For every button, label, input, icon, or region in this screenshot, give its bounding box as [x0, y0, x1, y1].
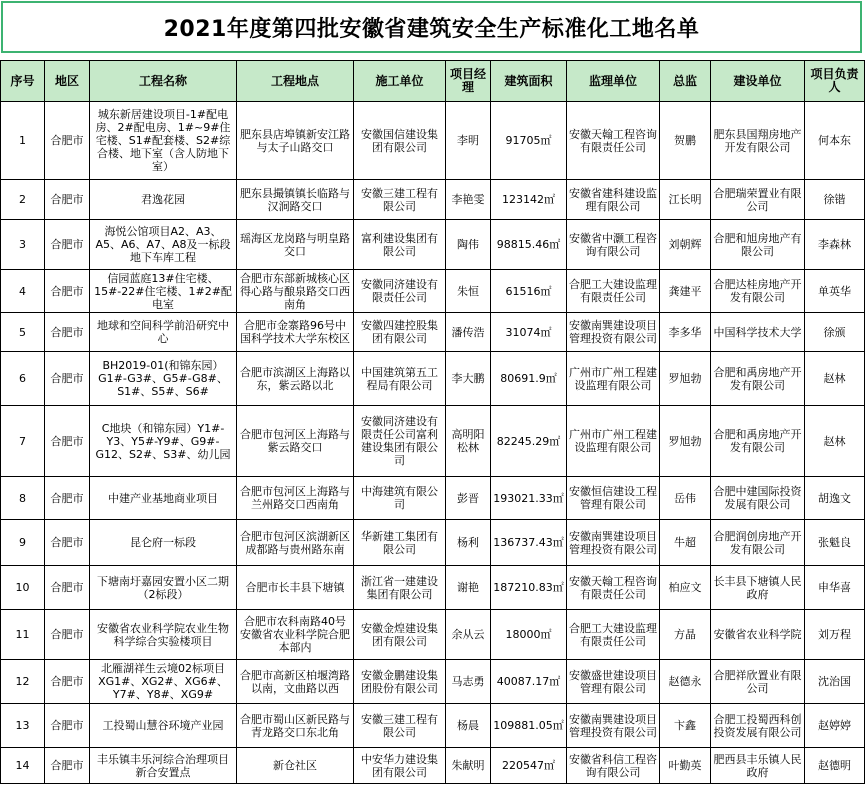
cell-location: 瑶海区龙岗路与明皇路交口: [237, 220, 354, 270]
cell-chief: 岳伟: [660, 477, 711, 520]
cell-chief: 叶勤英: [660, 748, 711, 784]
cell-manager: 李明: [446, 102, 491, 180]
table-row: [1, 180, 865, 220]
cell-chief: 贺鹏: [660, 102, 711, 180]
cell-manager: 李大鹏: [446, 352, 491, 406]
cell-area: 109881.05㎡: [491, 704, 567, 748]
cell-contractor: 安徽同济建设有限责任公司: [354, 270, 446, 313]
col-header-leader: 项目负责人: [805, 61, 865, 102]
cell-location: 合肥市金寨路96号中国科学技术大学东校区: [237, 313, 354, 352]
cell-no: 5: [1, 313, 45, 352]
header-row: [1, 61, 865, 102]
cell-name: 安徽省农业科学院农业生物科学综合实验楼项目: [90, 610, 237, 660]
cell-chief: 刘朝辉: [660, 220, 711, 270]
cell-leader: 赵林: [805, 352, 865, 406]
cell-manager: 陶伟: [446, 220, 491, 270]
cell-no: 14: [1, 748, 45, 784]
cell-owner: 中国科学技术大学: [711, 313, 805, 352]
cell-owner: 合肥工投蜀西科创投资发展有限公司: [711, 704, 805, 748]
cell-name: 下塘南圩嘉园安置小区二期（2标段）: [90, 566, 237, 610]
cell-area: 98815.46㎡: [491, 220, 567, 270]
cell-chief: 罗旭勃: [660, 352, 711, 406]
table-row: [1, 748, 865, 784]
cell-no: 4: [1, 270, 45, 313]
cell-supervisor: 安徽恒信建设工程管理有限公司: [567, 477, 660, 520]
cell-region: 合肥市: [45, 566, 90, 610]
cell-supervisor: 安徽盛世建设项目管理有限公司: [567, 660, 660, 704]
cell-name: BH2019-01(和锦东园）G1#-G3#、G5#-G8#、S1#、S5#、S6#: [90, 352, 237, 406]
col-header-supervisor: 监理单位: [567, 61, 660, 102]
table-row: [1, 406, 865, 477]
col-header-no: 序号: [1, 61, 45, 102]
cell-owner: 合肥祥欣置业有限公司: [711, 660, 805, 704]
cell-supervisor: 合肥工大建设监理有限责任公司: [567, 610, 660, 660]
cell-location: 合肥市包河区滨湖新区成都路与贵州路东南: [237, 520, 354, 566]
cell-leader: 赵婷婷: [805, 704, 865, 748]
cell-manager: 杨利: [446, 520, 491, 566]
cell-no: 11: [1, 610, 45, 660]
cell-location: 合肥市包河区上海路与兰州路交口西南角: [237, 477, 354, 520]
cell-region: 合肥市: [45, 313, 90, 352]
cell-leader: 申华喜: [805, 566, 865, 610]
cell-contractor: 浙江省一建建设集团有限公司: [354, 566, 446, 610]
cell-location: 合肥市长丰县下塘镇: [237, 566, 354, 610]
cell-contractor: 安徽三建工程有限公司: [354, 180, 446, 220]
cell-location: 新仓社区: [237, 748, 354, 784]
cell-owner: 合肥瑞荣置业有限公司: [711, 180, 805, 220]
cell-manager: 朱献明: [446, 748, 491, 784]
cell-chief: 赵德永: [660, 660, 711, 704]
cell-location: 合肥市滨湖区上海路以东，紫云路以北: [237, 352, 354, 406]
page-title: 2021年度第四批安徽省建筑安全生产标准化工地名单: [1, 1, 862, 53]
cell-owner: 合肥和旭房地产有限公司: [711, 220, 805, 270]
cell-name: 中建产业基地商业项目: [90, 477, 237, 520]
cell-name: 君逸花园: [90, 180, 237, 220]
cell-region: 合肥市: [45, 610, 90, 660]
cell-chief: 方晶: [660, 610, 711, 660]
cell-owner: 安徽省农业科学院: [711, 610, 805, 660]
cell-region: 合肥市: [45, 660, 90, 704]
cell-region: 合肥市: [45, 477, 90, 520]
cell-contractor: 中国建筑第五工程局有限公司: [354, 352, 446, 406]
cell-no: 3: [1, 220, 45, 270]
cell-leader: 徐颁: [805, 313, 865, 352]
table-row: [1, 270, 865, 313]
cell-name: 信园蓝庭13#住宅楼、15#-22#住宅楼、1#2#配电室: [90, 270, 237, 313]
cell-region: 合肥市: [45, 406, 90, 477]
cell-leader: 何本东: [805, 102, 865, 180]
project-table: [0, 60, 865, 784]
cell-leader: 单英华: [805, 270, 865, 313]
table-row: [1, 352, 865, 406]
col-header-name: 工程名称: [90, 61, 237, 102]
cell-location: 合肥市蜀山区新民路与青龙路交口东北角: [237, 704, 354, 748]
table-row: [1, 520, 865, 566]
cell-area: 220547㎡: [491, 748, 567, 784]
cell-name: C地块（和锦东园）Y1#-Y3、Y5#-Y9#、G9#-G12、S2#、S3#、幼儿园: [90, 406, 237, 477]
cell-area: 18000㎡: [491, 610, 567, 660]
cell-manager: 马志勇: [446, 660, 491, 704]
cell-contractor: 安徽国信建设集团有限公司: [354, 102, 446, 180]
cell-location: 肥东县店埠镇新安江路与太子山路交口: [237, 102, 354, 180]
cell-supervisor: 安徽天翰工程咨询有限责任公司: [567, 566, 660, 610]
cell-chief: 卞鑫: [660, 704, 711, 748]
table-body: [1, 102, 865, 784]
cell-no: 9: [1, 520, 45, 566]
cell-contractor: 安徽四建控股集团有限公司: [354, 313, 446, 352]
cell-supervisor: 安徽南巽建设项目管理投资有限公司: [567, 704, 660, 748]
cell-manager: 高明阳松林: [446, 406, 491, 477]
cell-region: 合肥市: [45, 102, 90, 180]
cell-region: 合肥市: [45, 704, 90, 748]
cell-supervisor: 安徽南巽建设项目管理投资有限公司: [567, 520, 660, 566]
cell-name: 地球和空间科学前沿研究中心: [90, 313, 237, 352]
cell-location: 肥东县撮镇镇长临路与汉涧路交口: [237, 180, 354, 220]
cell-name: 北雁湖祥生云境02标项目XG1#、XG2#、XG6#、Y7#、Y8#、XG9#: [90, 660, 237, 704]
cell-supervisor: 安徽省中灏工程咨询有限公司: [567, 220, 660, 270]
cell-region: 合肥市: [45, 180, 90, 220]
cell-contractor: 安徽三建工程有限公司: [354, 704, 446, 748]
cell-contractor: 安徽金煌建设集团有限公司: [354, 610, 446, 660]
cell-leader: 赵林: [805, 406, 865, 477]
cell-manager: 李艳雯: [446, 180, 491, 220]
cell-area: 123142㎡: [491, 180, 567, 220]
cell-region: 合肥市: [45, 270, 90, 313]
cell-no: 2: [1, 180, 45, 220]
cell-name: 丰乐镇丰乐河综合治理项目新合安置点: [90, 748, 237, 784]
cell-location: 合肥市农科南路40号安徽省农业科学院合肥本部内: [237, 610, 354, 660]
cell-location: 合肥市高新区柏堰湾路以南，文曲路以西: [237, 660, 354, 704]
cell-chief: 牛超: [660, 520, 711, 566]
cell-name: 城东新居建设项目-1#配电房、2#配电房、1#~9#住宅楼、S1#配套楼、S2#综合楼、地下室（含人防地下室）: [90, 102, 237, 180]
table-row: [1, 704, 865, 748]
cell-no: 10: [1, 566, 45, 610]
cell-area: 40087.17㎡: [491, 660, 567, 704]
table-row: [1, 102, 865, 180]
cell-supervisor: 安徽南巽建设项目管理投资有限公司: [567, 313, 660, 352]
cell-area: 31074㎡: [491, 313, 567, 352]
cell-contractor: 安徽金鹏建设集团股份有限公司: [354, 660, 446, 704]
cell-owner: 肥西县丰乐镇人民政府: [711, 748, 805, 784]
cell-leader: 胡逸文: [805, 477, 865, 520]
cell-manager: 彭晋: [446, 477, 491, 520]
cell-chief: 李多华: [660, 313, 711, 352]
cell-region: 合肥市: [45, 520, 90, 566]
cell-contractor: 中海建筑有限公司: [354, 477, 446, 520]
cell-name: 工投蜀山慧谷环境产业园: [90, 704, 237, 748]
cell-contractor: 中安华力建设集团有限公司: [354, 748, 446, 784]
cell-contractor: 富利建设集团有限公司: [354, 220, 446, 270]
cell-owner: 合肥润创房地产开发有限公司: [711, 520, 805, 566]
col-header-area: 建筑面积: [491, 61, 567, 102]
table-row: [1, 313, 865, 352]
cell-leader: 刘万程: [805, 610, 865, 660]
cell-region: 合肥市: [45, 748, 90, 784]
cell-manager: 余从云: [446, 610, 491, 660]
table-row: [1, 610, 865, 660]
cell-no: 6: [1, 352, 45, 406]
cell-area: 82245.29㎡: [491, 406, 567, 477]
cell-name: 昆仑府一标段: [90, 520, 237, 566]
cell-name: 海悦公馆项目A2、A3、A5、A6、A7、A8及一标段地下车库工程: [90, 220, 237, 270]
cell-leader: 李森林: [805, 220, 865, 270]
cell-owner: 合肥和禹房地产开发有限公司: [711, 406, 805, 477]
cell-area: 91705㎡: [491, 102, 567, 180]
table-row: [1, 220, 865, 270]
col-header-owner: 建设单位: [711, 61, 805, 102]
cell-owner: 合肥和禹房地产开发有限公司: [711, 352, 805, 406]
cell-chief: 柏应文: [660, 566, 711, 610]
cell-leader: 徐锴: [805, 180, 865, 220]
cell-supervisor: 安徽省科信工程咨询有限公司: [567, 748, 660, 784]
cell-supervisor: 安徽省建科建设监理有限公司: [567, 180, 660, 220]
cell-manager: 潘传浩: [446, 313, 491, 352]
cell-no: 7: [1, 406, 45, 477]
cell-owner: 肥东县国翔房地产开发有限公司: [711, 102, 805, 180]
cell-leader: 沈治国: [805, 660, 865, 704]
cell-owner: 合肥中建国际投资发展有限公司: [711, 477, 805, 520]
cell-chief: 罗旭勃: [660, 406, 711, 477]
cell-leader: 赵德明: [805, 748, 865, 784]
cell-owner: 长丰县下塘镇人民政府: [711, 566, 805, 610]
cell-chief: 江长明: [660, 180, 711, 220]
cell-no: 8: [1, 477, 45, 520]
cell-leader: 张魁良: [805, 520, 865, 566]
cell-region: 合肥市: [45, 220, 90, 270]
col-header-contractor: 施工单位: [354, 61, 446, 102]
cell-location: 合肥市东部新城核心区得心路与酿泉路交口西南角: [237, 270, 354, 313]
cell-manager: 谢艳: [446, 566, 491, 610]
cell-contractor: 安徽同济建设有限责任公司富利建设集团有限公司: [354, 406, 446, 477]
cell-no: 1: [1, 102, 45, 180]
cell-supervisor: 合肥工大建设监理有限责任公司: [567, 270, 660, 313]
table-row: [1, 660, 865, 704]
col-header-chief: 总监: [660, 61, 711, 102]
cell-location: 合肥市包河区上海路与紫云路交口: [237, 406, 354, 477]
cell-area: 187210.83㎡: [491, 566, 567, 610]
cell-supervisor: 广州市广州工程建设监理有限公司: [567, 352, 660, 406]
cell-supervisor: 安徽天翰工程咨询有限责任公司: [567, 102, 660, 180]
cell-no: 12: [1, 660, 45, 704]
table-row: [1, 477, 865, 520]
cell-area: 80691.9㎡: [491, 352, 567, 406]
cell-owner: 合肥达桂房地产开发有限公司: [711, 270, 805, 313]
col-header-location: 工程地点: [237, 61, 354, 102]
cell-no: 13: [1, 704, 45, 748]
cell-manager: 杨晨: [446, 704, 491, 748]
cell-area: 61516㎡: [491, 270, 567, 313]
cell-contractor: 华新建工集团有限公司: [354, 520, 446, 566]
cell-area: 193021.33㎡: [491, 477, 567, 520]
col-header-manager: 项目经理: [446, 61, 491, 102]
col-header-region: 地区: [45, 61, 90, 102]
cell-region: 合肥市: [45, 352, 90, 406]
cell-area: 136737.43㎡: [491, 520, 567, 566]
table-row: [1, 566, 865, 610]
cell-manager: 朱恒: [446, 270, 491, 313]
cell-supervisor: 广州市广州工程建设监理有限公司: [567, 406, 660, 477]
cell-chief: 龚建平: [660, 270, 711, 313]
